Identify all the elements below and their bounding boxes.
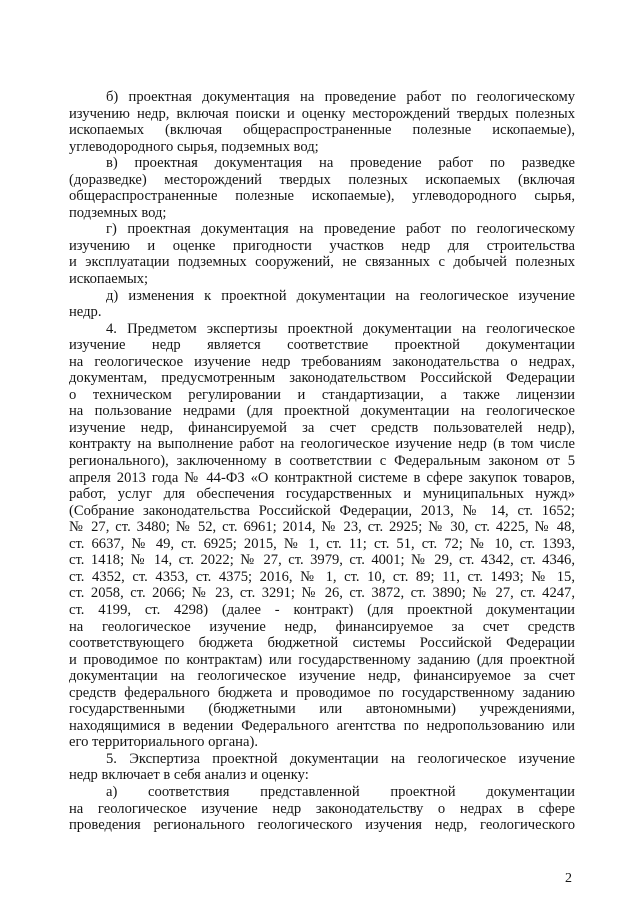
text-line: апреля 2013 года № 44-ФЗ «О контрактной системе в сфере закупок товаров,: [69, 469, 575, 486]
text-line: г) проектная документация на проведение работ по геологическому: [106, 221, 575, 238]
text-line: средств федерального бюджета и проводимое по государственному заданию: [69, 684, 575, 701]
text-line: документации на геологическое изучение недр, финансируемое за счет: [69, 668, 575, 685]
text-line: регионального), заключенному в соответствии с Федеральным законом от 5: [69, 453, 575, 470]
document-body: [69, 89, 575, 834]
text-line: контракту на выполнение работ на геологическое изучение недр (в том числе: [69, 436, 575, 453]
text-line: 5. Экспертиза проектной документации на геологическое изучение: [106, 750, 575, 767]
text-line: в) проектная документация на проведение работ по разведке: [106, 155, 575, 172]
paragraph-section-5: [69, 751, 575, 784]
text-line: ст. 6637, № 49, ст. 6925; 2015, № 1, ст. 11; ст. 51, ст. 72; № 10, ст. 1393,: [69, 535, 575, 552]
text-line: б) проектная документация на проведение работ по геологическому: [106, 89, 575, 105]
text-line: государственными (бюджетными или автономными) учреждениями,: [69, 701, 575, 718]
text-line: 4. Предметом экспертизы проектной документации на геологическое: [106, 320, 575, 337]
text-line: его территориального органа).: [69, 734, 258, 751]
text-line: № 27, ст. 3480; № 52, ст. 6961; 2014, № 23, ст. 2925; № 30, ст. 4225, № 48,: [69, 519, 575, 536]
page-number: 2: [565, 871, 572, 886]
text-line: подземных вод;: [69, 204, 167, 221]
text-line: ископаемых;: [69, 271, 149, 288]
text-line: работ, услуг для обеспечения государственных и муниципальных нужд»: [69, 486, 575, 503]
text-line: ст. 2058, ст. 2066; № 23, ст. 3291; № 26, ст. 3872, ст. 3890; № 27, ст. 4247,: [69, 585, 575, 602]
text-line: а) соответствия представленной проектной документации: [106, 783, 575, 800]
text-line: и эксплуатации подземных сооружений, не связанных с добычей полезных: [69, 254, 575, 271]
text-line: изучению и оценке пригодности участков недр для строительства: [69, 237, 575, 254]
text-line: соответствующего бюджета бюджетной системы Российской Федерации: [69, 635, 575, 652]
text-line: недр включает в себя анализ и оценку:: [69, 767, 309, 784]
text-line: о техническом регулировании и стандартизации, а также лицензии: [69, 386, 575, 403]
text-line: ст. 4199, ст. 4298) (далее - контракт) (для проектной документации: [69, 601, 575, 618]
paragraph-item-d: [69, 288, 575, 321]
text-line: углеводородного сырья, подземных вод;: [69, 138, 319, 155]
text-line: документам, предусмотренным законодательством Российской Федерации: [69, 370, 575, 387]
text-line: (доразведке) месторождений твердых полезных ископаемых (включая: [69, 171, 575, 188]
text-line: на геологическое изучение недр требованиям законодательства о недрах,: [69, 353, 575, 370]
text-line: д) изменения к проектной документации на геологическое изучение: [106, 287, 575, 304]
text-line: ст. 1418; № 14, ст. 2022; № 27, ст. 3979, ст. 4001; № 29, ст. 4342, ст. 4346,: [69, 552, 575, 569]
text-line: ископаемых (включая общераспространенные полезные ископаемые),: [69, 122, 575, 139]
text-line: недр.: [69, 304, 102, 321]
paragraph-item-a: [69, 784, 575, 834]
text-line: на геологическое изучение недр, финансируемое за счет средств: [69, 618, 575, 635]
paragraph-item-v: [69, 155, 575, 221]
text-line: проведения регионального геологического изучения недр, геологического: [69, 817, 575, 834]
text-line: и проводимое по контрактам) или государственному заданию (для проектной: [69, 651, 575, 668]
paragraph-item-g: [69, 221, 575, 287]
text-line: на геологическое изучение недр законодательству о недрах в сфере: [69, 800, 575, 817]
paragraph-item-b: [69, 89, 575, 155]
paragraph-section-4: [69, 321, 575, 751]
text-line: общераспространенные полезные ископаемые), углеводородного сырья,: [69, 188, 575, 205]
text-line: изучение недр является соответствие проектной документации: [69, 337, 575, 354]
text-line: ст. 4352, ст. 4353, ст. 4375; 2016, № 1, ст. 10, ст. 89; 11, ст. 1493; № 15,: [69, 568, 575, 585]
text-line: (Собрание законодательства Российской Федерации, 2013, № 14, ст. 1652;: [69, 502, 575, 519]
text-line: на пользование недрами (для проектной документации на геологическое: [69, 403, 575, 420]
text-line: изучение недр, финансируемой за счет средств пользователей недр),: [69, 419, 575, 436]
text-line: изучению недр, включая поиски и оценку месторождений твердых полезных: [69, 105, 575, 122]
text-line: находящимися в ведении Федерального агентства по недропользованию или: [69, 717, 575, 734]
